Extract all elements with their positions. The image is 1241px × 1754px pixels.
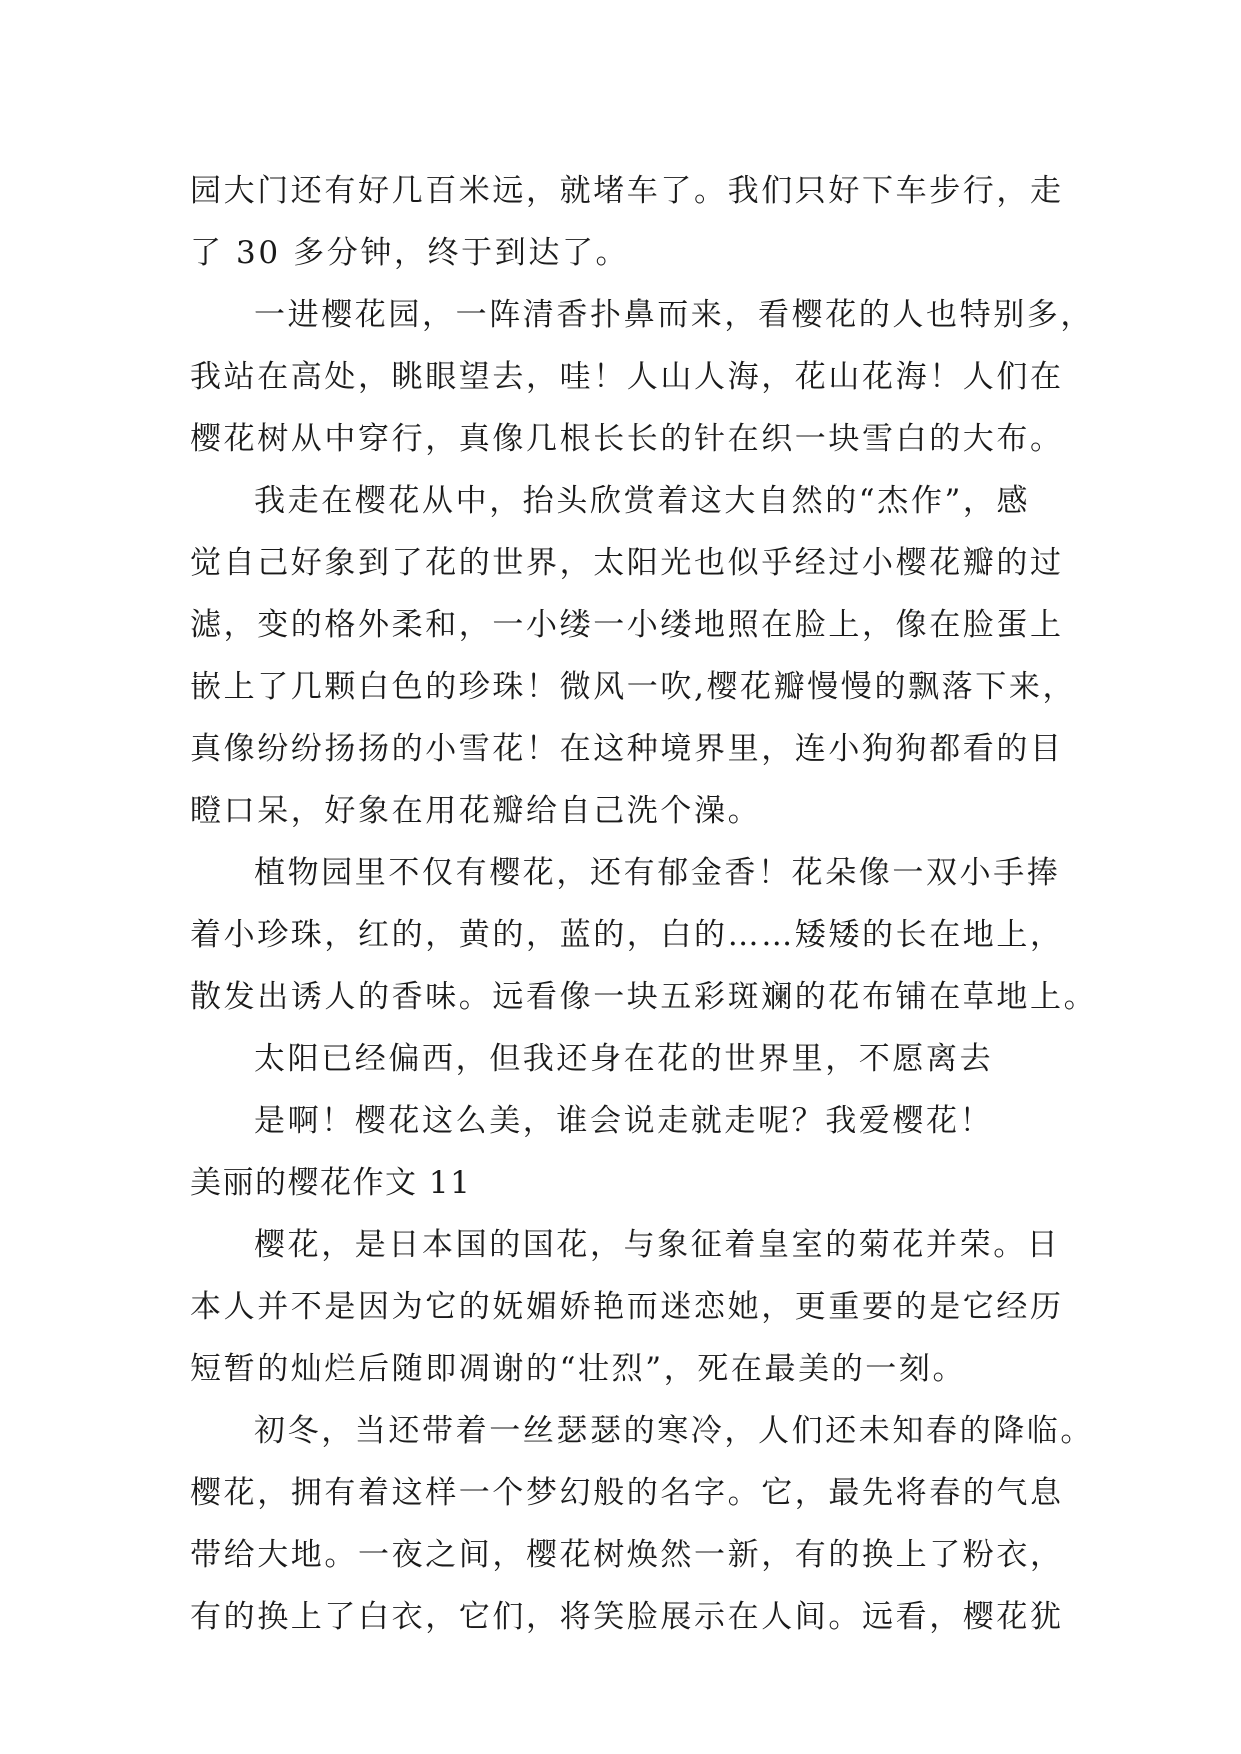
text-line: 我站在高处，眺眼望去，哇！人山人海，花山花海！人们在 [190, 359, 1064, 395]
text-line: 散发出诱人的香味。远看像一块五彩斑斓的花布铺在草地上。 [190, 979, 1098, 1015]
text-line: 一进樱花园，一阵清香扑鼻而来，看樱花的人也特别多， [254, 297, 1094, 333]
text-line: 植物园里不仅有樱花，还有郁金香！花朵像一双小手捧 [254, 855, 1061, 891]
text-line: 樱花，拥有着这样一个梦幻般的名字。它，最先将春的气息 [190, 1475, 1064, 1511]
text-line: 觉自己好象到了花的世界，太阳光也似乎经过小樱花瓣的过 [190, 545, 1064, 581]
text-line: 本人并不是因为它的妩媚娇艳而迷恋她，更重要的是它经历 [190, 1289, 1064, 1325]
text-line: 太阳已经偏西，但我还身在花的世界里，不愿离去 [254, 1041, 994, 1077]
text-line: 瞪口呆，好象在用花瓣给自己洗个澡。 [190, 793, 762, 829]
text-line: 有的换上了白衣，它们，将笑脸展示在人间。远看，樱花犹 [190, 1599, 1064, 1635]
text-line: 樱花树从中穿行，真像几根长长的针在织一块雪白的大布。 [190, 421, 1064, 457]
text-line: 是啊！樱花这么美，谁会说走就走呢？我爱樱花！ [254, 1103, 994, 1139]
text-line: 嵌上了几颗白色的珍珠！微风一吹,樱花瓣慢慢的飘落下来， [190, 669, 1077, 705]
text-line: 滤，变的格外柔和，一小缕一小缕地照在脸上，像在脸蛋上 [190, 607, 1064, 643]
text-line: 短暂的灿烂后随即凋谢的“壮烈”，死在最美的一刻。 [190, 1351, 967, 1387]
section-heading: 美丽的樱花作文 11 [190, 1165, 472, 1201]
text-line: 园大门还有好几百米远，就堵车了。我们只好下车步行，走 [190, 173, 1064, 209]
text-line: 真像纷纷扬扬的小雪花！在这种境界里，连小狗狗都看的目 [190, 731, 1064, 767]
text-line: 着小珍珠，红的，黄的，蓝的，白的……矮矮的长在地上， [190, 917, 1064, 953]
text-line: 樱花，是日本国的国花，与象征着皇室的菊花并荣。日 [254, 1227, 1061, 1263]
text-line: 初冬，当还带着一丝瑟瑟的寒冷，人们还未知春的降临。 [254, 1413, 1094, 1449]
text-line: 我走在樱花从中，抬头欣赏着这大自然的“杰作”，感 [254, 483, 1031, 519]
text-line: 带给大地。一夜之间，樱花树焕然一新，有的换上了粉衣， [190, 1537, 1064, 1573]
text-line: 了 30 多分钟，终于到达了。 [190, 235, 630, 271]
document-body [190, 160, 1098, 1648]
